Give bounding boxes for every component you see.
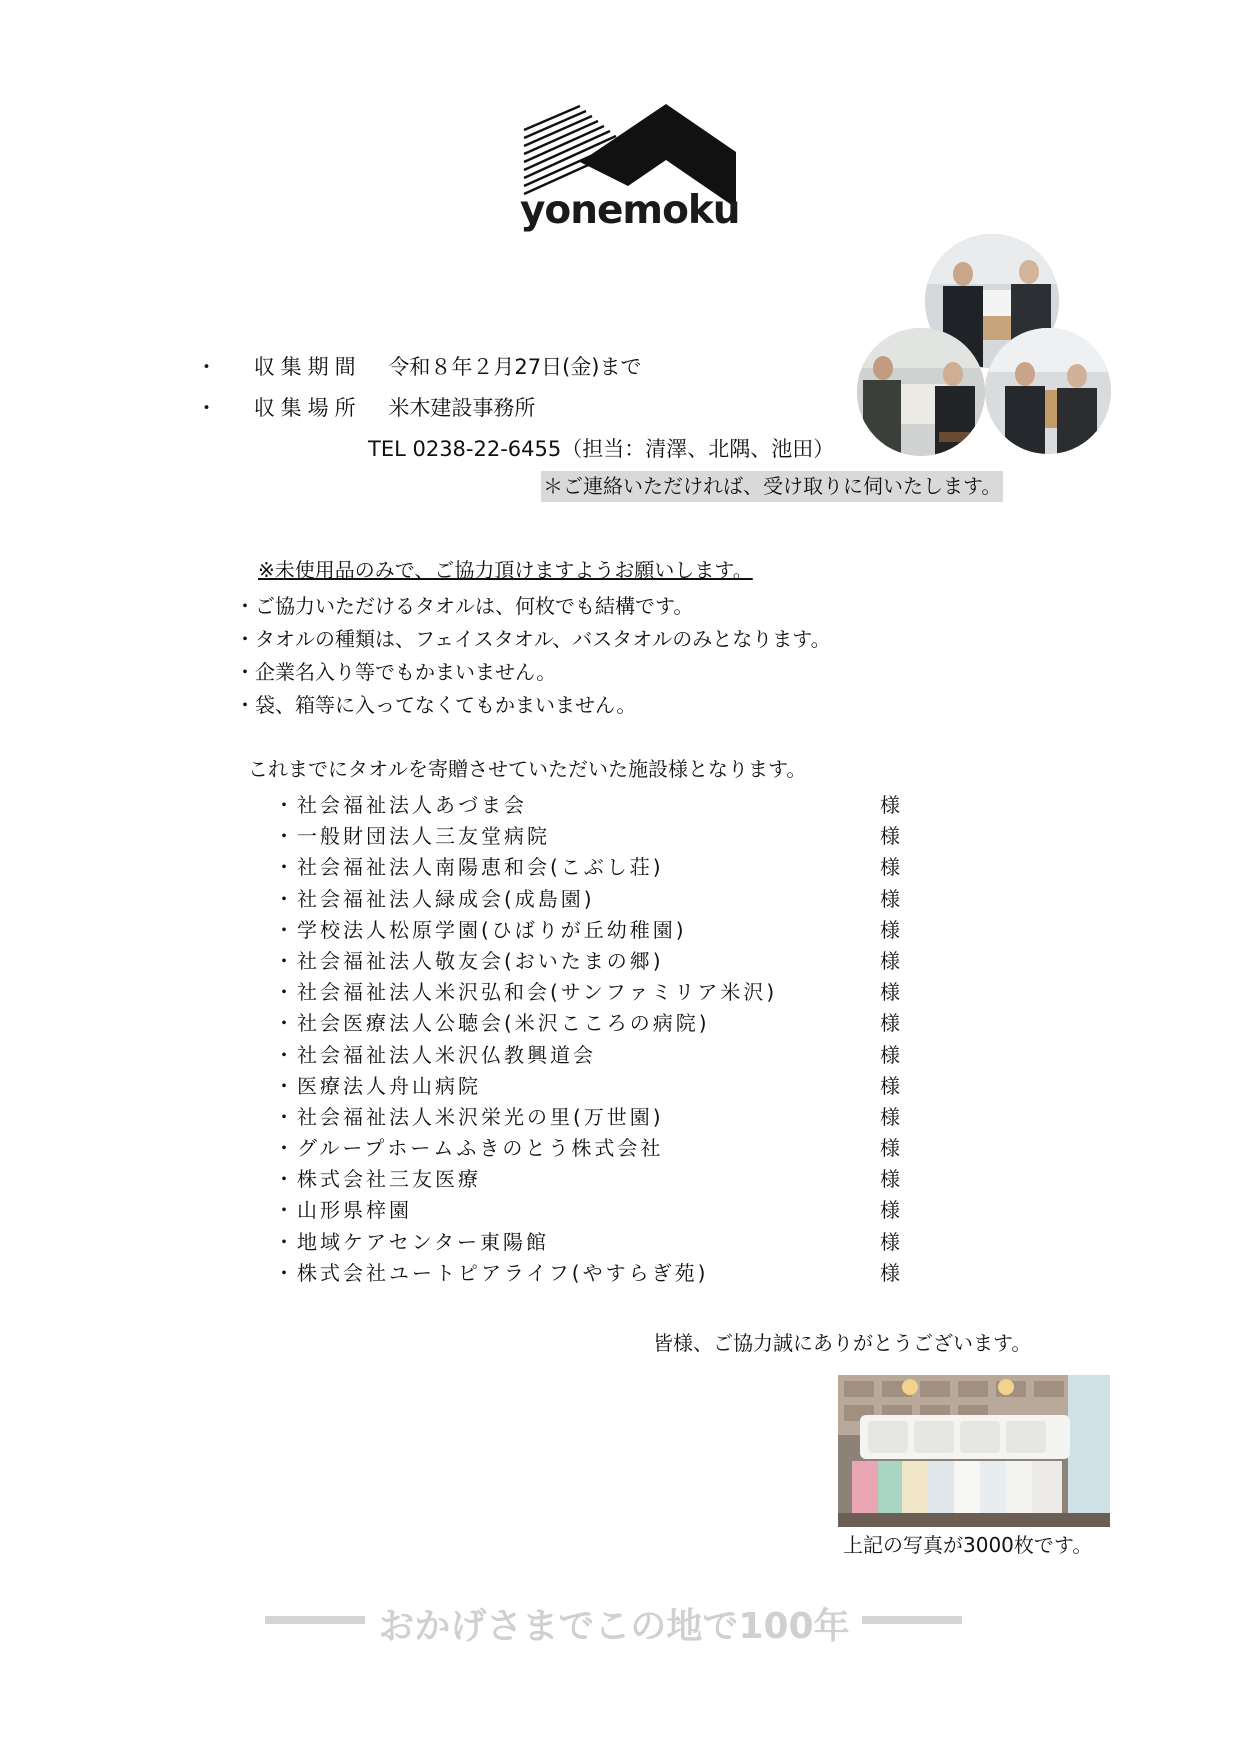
facility-name: ・医療法人舟山病院	[274, 1073, 481, 1098]
honorific-suffix: 様	[880, 948, 900, 973]
footer-slogan: おかげさまでこの地で100年	[378, 1606, 850, 1647]
honorific-suffix: 様	[880, 1104, 900, 1129]
facility-row	[274, 1133, 914, 1164]
facility-row	[274, 1195, 914, 1226]
footer-rule-left	[265, 1616, 365, 1624]
honorific-suffix: 様	[880, 855, 900, 880]
facility-row	[274, 1258, 914, 1289]
facility-row	[274, 1164, 914, 1195]
facility-name: ・社会福祉法人敬友会(おいたまの郷)	[274, 948, 664, 973]
facility-name: ・株式会社三友医療	[274, 1167, 481, 1192]
honorific-suffix: 様	[880, 1167, 900, 1192]
facility-row	[274, 1071, 914, 1102]
collection-place-row	[196, 392, 535, 422]
honorific-suffix: 様	[880, 1073, 900, 1098]
honorific-suffix: 様	[880, 980, 900, 1005]
facility-row	[274, 1102, 914, 1133]
photo-caption: 上記の写真が3000枚です。	[843, 1533, 1093, 1557]
honorific-suffix: 様	[880, 886, 900, 911]
collection-period-row	[196, 351, 641, 381]
honorific-suffix: 様	[880, 1042, 900, 1067]
facility-row	[274, 790, 914, 821]
honorific-suffix: 様	[880, 1229, 900, 1254]
notice-item: ・タオルの種類は、フェイスタオル、バスタオルのみとなります。	[235, 627, 831, 651]
logo-wordmark: yonemoku	[520, 188, 740, 233]
facility-name: ・社会福祉法人米沢仏教興道会	[274, 1042, 596, 1067]
contact-phone: TEL 0238-22-6455（担当：清澤、北隅、池田）	[368, 437, 835, 461]
collection-place-value: 米木建設事務所	[388, 396, 536, 420]
notice-item: ・ご協力いただけるタオルは、何枚でも結構です。	[235, 594, 694, 618]
facility-row	[274, 821, 914, 852]
facility-name: ・社会福祉法人あづま会	[274, 793, 527, 817]
honorific-suffix: 様	[880, 793, 900, 817]
thanks-message: 皆様、ご協力誠にありがとうございます。	[653, 1331, 1032, 1355]
facility-name: ・学校法人松原学園(ひばりが丘幼稚園)	[274, 917, 687, 942]
facility-row	[274, 1040, 914, 1071]
facility-name: ・社会福祉法人米沢栄光の里(万世園)	[274, 1104, 664, 1129]
collection-place-label: 収集場所	[253, 396, 362, 420]
facility-row	[274, 884, 914, 915]
honorific-suffix: 様	[880, 1260, 900, 1285]
bullet: ・	[196, 355, 217, 379]
notice-heading: ※未使用品のみで、ご協力頂けますようお願いします。	[258, 558, 753, 582]
honorific-suffix: 様	[880, 824, 900, 849]
facility-row	[274, 1227, 914, 1258]
facility-row	[274, 1008, 914, 1039]
donated-towels-photo	[838, 1375, 1110, 1527]
collection-period-value: 令和８年２月27日(金)まで	[388, 355, 642, 379]
honorific-suffix: 様	[880, 1136, 900, 1161]
facility-row	[274, 946, 914, 977]
facility-row	[274, 852, 914, 883]
honorific-suffix: 様	[880, 1198, 900, 1223]
facility-name: ・山形県梓園	[274, 1198, 412, 1223]
facility-name: ・グループホームふきのとう株式会社	[274, 1136, 664, 1161]
pickup-note: ＊ご連絡いただければ、受け取りに伺いたします。	[541, 471, 1003, 502]
bullet: ・	[196, 396, 217, 420]
notice-item: ・袋、箱等に入ってなくてもかまいません。	[235, 693, 637, 717]
facility-name: ・社会福祉法人緑成会(成島園)	[274, 886, 595, 911]
honorific-suffix: 様	[880, 1011, 900, 1036]
facility-name: ・一般財団法人三友堂病院	[274, 824, 550, 849]
notice-item: ・企業名入り等でもかまいません。	[235, 660, 557, 684]
facility-row	[274, 915, 914, 946]
facility-row	[274, 977, 914, 1008]
facility-name: ・社会医療法人公聴会(米沢こころの病院)	[274, 1011, 710, 1036]
footer-rule-right	[862, 1616, 962, 1624]
collection-period-label: 収集期間	[253, 355, 362, 379]
facility-name: ・社会福祉法人南陽恵和会(こぶし荘)	[274, 855, 664, 880]
facility-name: ・地域ケアセンター東陽館	[274, 1229, 549, 1254]
facility-name: ・株式会社ユートピアライフ(やすらぎ苑)	[274, 1260, 709, 1285]
facilities-intro: これまでにタオルを寄贈させていただいた施設様となります。	[248, 757, 807, 781]
facility-list	[274, 790, 914, 1289]
donation-ceremony-photo	[985, 328, 1111, 454]
facility-name: ・社会福祉法人米沢弘和会(サンファミリア米沢)	[274, 980, 778, 1005]
donation-ceremony-photo	[857, 328, 985, 456]
honorific-suffix: 様	[880, 917, 900, 942]
